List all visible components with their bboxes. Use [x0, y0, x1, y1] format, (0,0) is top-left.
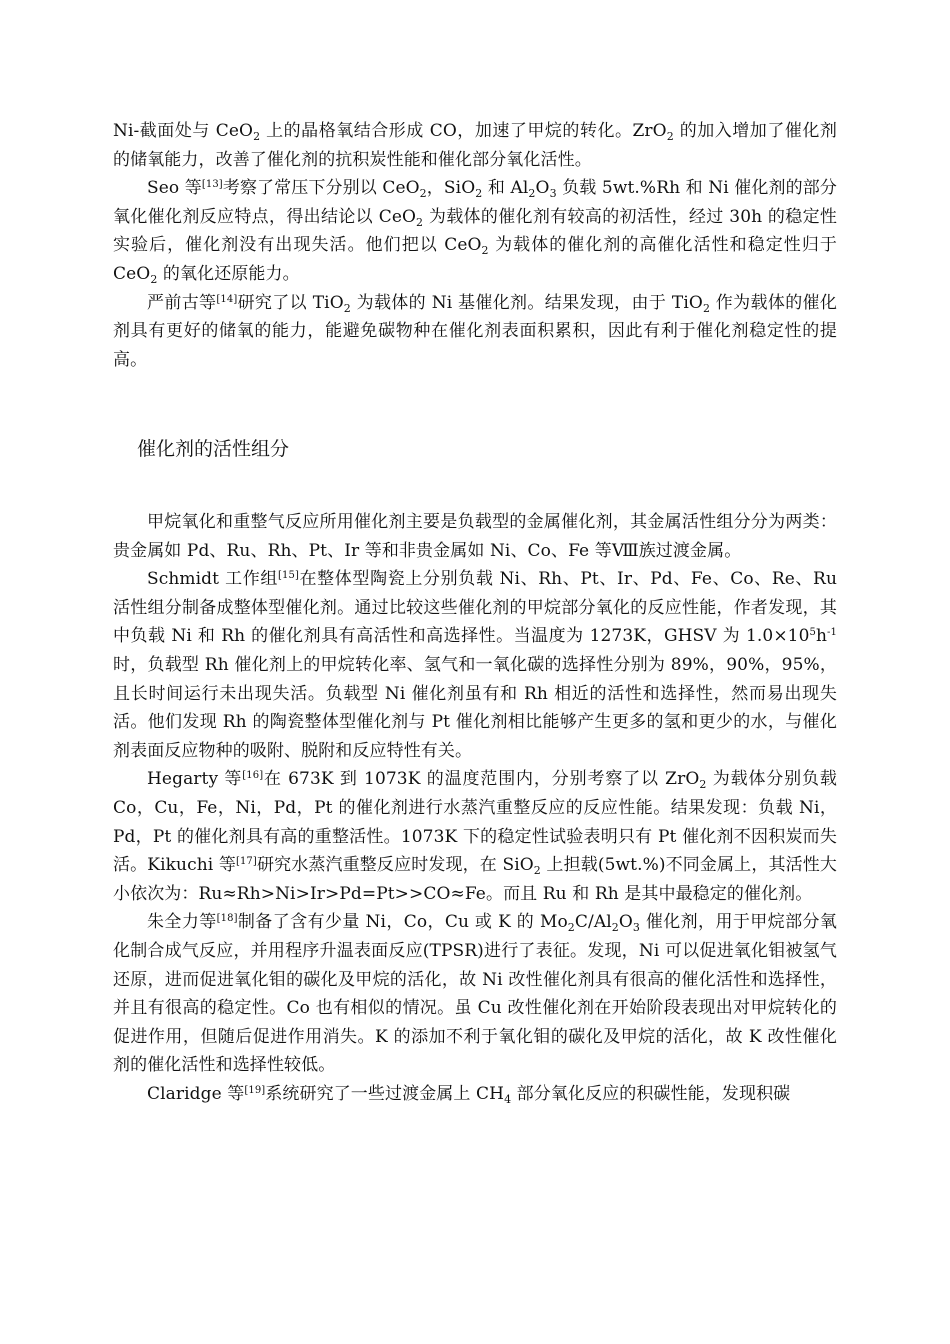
- paragraph-5: [113, 565, 837, 765]
- text-run: ，SiO: [426, 178, 476, 199]
- subscript: 2: [567, 921, 575, 935]
- text-run: Hegarty 等: [147, 769, 243, 790]
- text-run: 催化剂，用于甲烷部分氧化制合成气反应，并用程序升温表面反应(TPSR)进行了表征。发现，Ni 可以促进氧化钼被氢气还原，进而促进氧化钼的碳化及甲烷的活化，故 Ni 改性催化剂具有很高的催化活性和选择性，并且有很高的稳定性。Co 也有相似的情况。虽 Cu 改性催化剂在开始阶段表现出对甲烷转化的促进作用，但随后促进作用消失。K 的添加不利于氧化钼的碳化及甲烷的活化，故 K 改性催化剂的催化活性和选择性较低。: [113, 912, 837, 1076]
- citation-ref: [14]: [216, 293, 238, 305]
- text-run: Schmidt 工作组: [147, 569, 279, 590]
- citation-ref: [18]: [216, 913, 238, 925]
- section-heading: 催化剂的活性组分: [137, 438, 290, 460]
- section-1-body: [113, 117, 837, 374]
- text-run: 系统研究了一些过渡金属上 CH: [265, 1083, 505, 1104]
- citation-ref: [13]: [201, 179, 223, 191]
- paragraph-8: [113, 1080, 837, 1109]
- subscript: 2: [481, 244, 489, 258]
- paragraph-2: [113, 174, 837, 288]
- paragraph-4: [113, 508, 837, 565]
- subscript: 2: [702, 301, 711, 315]
- subscript: 3: [549, 187, 557, 201]
- paragraph-7-text: [113, 912, 837, 1075]
- subscript: 2: [611, 921, 619, 935]
- text-run: Claridge 等: [147, 1083, 245, 1104]
- subscript: 2: [343, 301, 351, 315]
- subscript: 4: [504, 1092, 512, 1106]
- citation-ref: [19]: [244, 1084, 266, 1096]
- text-run: 部分氧化反应的积碳性能，发现积碳: [511, 1083, 791, 1104]
- text-run: 为载体的 Ni 基催化剂。结果发现，由于 TiO: [350, 292, 703, 313]
- paragraph-6-text: [113, 769, 837, 903]
- text-run: Ni-截面处与 CeO: [113, 121, 254, 141]
- paragraph-6: [113, 765, 837, 908]
- text-run: 为载体分别负载 Co，Cu，Fe，Ni，Pd，Pt 的催化剂进行水蒸汽重整反应的反应性能。结果发现：负载 Ni，Pd，Pt 的催化剂具有高的重整活性。1073K 下的稳定性试验表明只有 Pt 催化剂不因积炭而失活。Kikuchi 等: [113, 769, 837, 876]
- text-run: 朱全力等: [147, 912, 217, 933]
- superscript: 5: [809, 627, 816, 639]
- subscript: 2: [528, 187, 536, 201]
- subscript: 3: [632, 921, 641, 935]
- text-run: Seo 等: [147, 178, 202, 199]
- text-run: 负载 5wt.%Rh 和 Ni 催化剂的部分氧化催化剂反应特点，得出结论以 CeO: [113, 178, 837, 227]
- section-2-body: [113, 508, 837, 1108]
- text-run: 在整体型陶瓷上分别负载 Ni、Rh、Pt、Ir、Pd、Fe、Co、Re、Ru 活性组分制备成整体型催化剂。通过比较这些催化剂的甲烷部分氧化的反应性能，作者发现，其中负载 Ni 和 Rh 的催化剂具有高活性和高选择性。当温度为 1273K，GHSV 为 1.0×10: [113, 569, 838, 647]
- text-run: 的氧化还原能力。: [157, 263, 300, 284]
- text-run: 研究了以 TiO: [237, 292, 344, 313]
- text-run: 制备了含有少量 Ni，Co，Cu 或 K 的 Mo: [237, 912, 568, 933]
- text-run: O: [618, 912, 633, 933]
- subscript: 2: [150, 272, 158, 286]
- paragraph-1-text: [113, 121, 837, 170]
- text-run: 上的晶格氧结合形成 CO，加速了甲烷的转化。ZrO: [260, 121, 667, 141]
- text-run: 作为载体的催化剂具有更好的储氧的能力，能避免碳物种在催化剂表面积累积，因此有利于催化剂稳定性的提高。: [113, 292, 837, 370]
- paragraph-4-text: [113, 512, 837, 561]
- subscript: 2: [699, 778, 707, 792]
- subscript: 2: [253, 130, 261, 143]
- paragraph-2-text: [113, 178, 837, 284]
- text-run: C/Al: [574, 912, 612, 933]
- text-run: 研究水蒸汽重整反应时发现，在 SiO: [256, 855, 534, 876]
- subscript: 2: [666, 130, 674, 143]
- text-run: 甲烷氧化和重整气反应所用催化剂主要是负载型的金属催化剂，其金属活性组分分为两类：贵金属如 Pd、Ru、Rh、Pt、Ir 等和非贵金属如 Ni、Co、Fe 等Ⅷ族过渡金属。: [113, 512, 837, 561]
- paragraph-3: [113, 289, 837, 375]
- subscript: 2: [533, 864, 541, 878]
- citation-ref: [17]: [235, 856, 257, 868]
- text-run: 考察了常压下分别以 CeO: [222, 178, 420, 199]
- text-run: 和 Al: [482, 178, 529, 199]
- text-run: 上担载(5wt.%)不同金属上，其活性大小依次为：Ru≈Rh>Ni>Ir>Pd=Pt>>CO≈Fe。而且 Ru 和 Rh 是其中最稳定的催化剂。: [113, 855, 837, 904]
- subscript: 2: [475, 187, 483, 201]
- subscript: 2: [416, 215, 424, 229]
- text-run: O: [535, 178, 550, 199]
- text-run: h: [815, 626, 828, 647]
- superscript: -1: [827, 627, 837, 639]
- subscript: 2: [419, 187, 427, 201]
- paragraph-1: [113, 117, 837, 174]
- paragraph-5-text: [113, 569, 837, 761]
- text-run: 时，负载型 Rh 催化剂上的甲烷转化率、氢气和一氧化碳的选择性分别为 89%，90%，95%，且长时间运行未出现失活。负载型 Ni 催化剂虽有和 Rh 相近的活性和选择性，然而易出现失活。他们发现 Rh 的陶瓷整体型催化剂与 Pt 催化剂相比能够产生更多的氢和更少的水，与催化剂表面反应物种的吸附、脱附和反应特性有关。: [113, 654, 837, 761]
- paragraph-8-text: [147, 1084, 790, 1104]
- text-run: 的加入增加了催化剂的储氧能力，改善了催化剂的抗积炭性能和催化部分氧化活性。: [113, 121, 837, 170]
- paragraph-3-text: [113, 293, 837, 370]
- text-run: 为载体的催化剂有较高的初活性，经过 30h 的稳定性实验后，催化剂没有出现失活。他们把以 CeO: [113, 206, 838, 256]
- text-run: 为载体的催化剂的高催化活性和稳定性归于 CeO: [113, 235, 837, 284]
- text-run: 严前古等: [147, 292, 217, 313]
- citation-ref: [15]: [278, 570, 299, 582]
- citation-ref: [16]: [242, 770, 264, 782]
- paragraph-7: [113, 908, 837, 1080]
- text-run: 在 673K 到 1073K 的温度范围内，分别考察了以 ZrO: [263, 769, 700, 790]
